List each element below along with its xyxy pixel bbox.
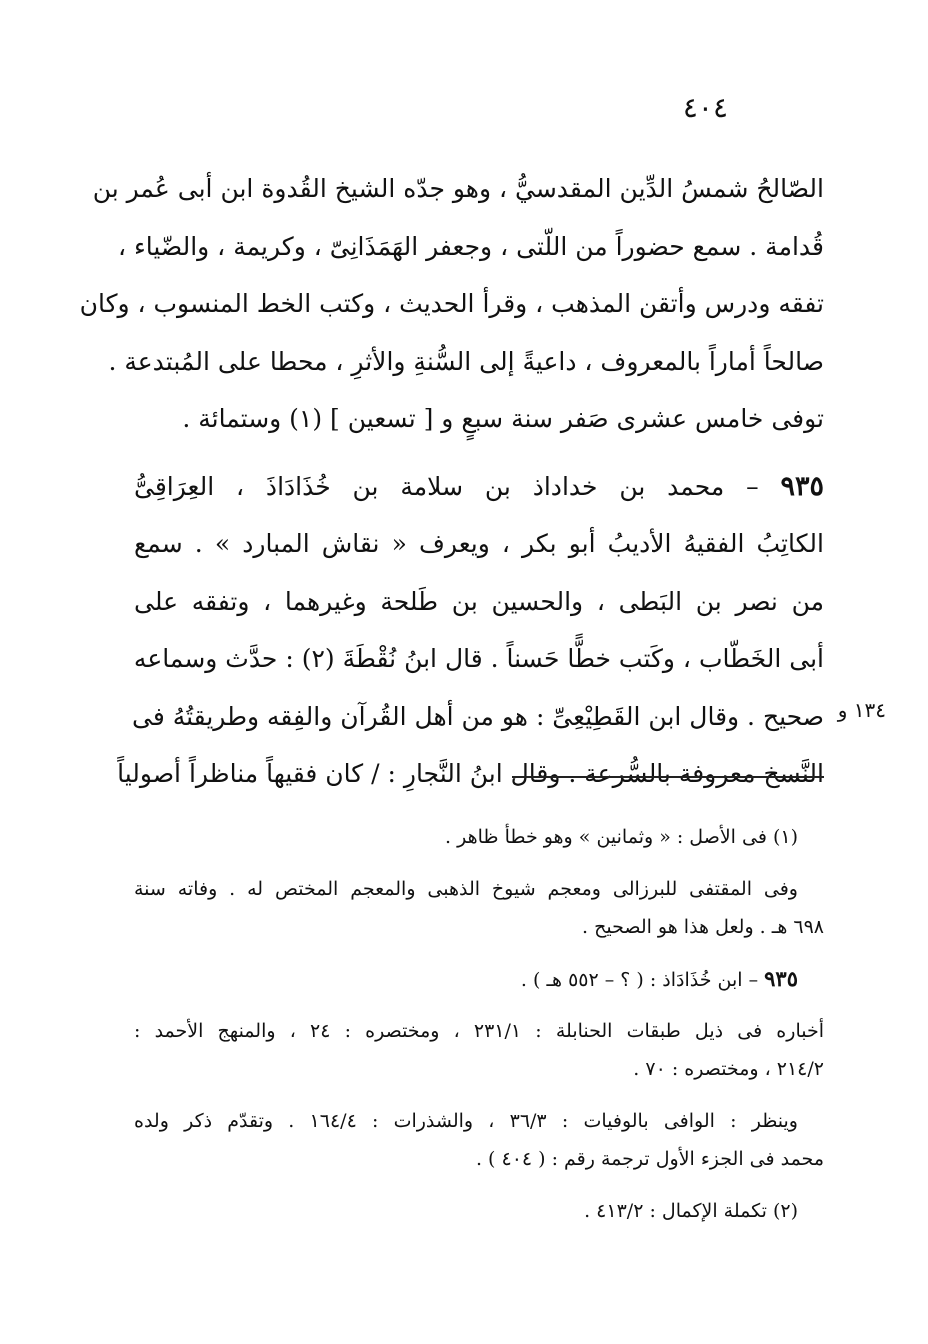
- text-line: النَّسخ معروفة بالسُّرعة . وقال ابنُ النَّجارِ : / كان فقيهاً مناظراً أصولياً: [117, 759, 824, 788]
- footnote-line: ٢١٤/٢ ، ومختصره : ٧٠ .: [633, 1058, 824, 1080]
- text-line: أبى الخَطّاب ، وكَتب خطًّا حَسناً . قال ابنُ نُقْطَةَ (٢) : حدَّث وسماعه: [133, 644, 824, 673]
- footnote-gap: [134, 998, 824, 1012]
- text-line: الصّالحُ شمسُ الدِّين المقدسيُّ ، وهو جدّه الشيخ القُدوة ابن أبى عُمر بن: [92, 174, 824, 203]
- text-line: توفى خامس عشرى صَفر سنة سبعٍ و [ تسعين ] (١) وستمائة .: [182, 404, 824, 433]
- entry-heading-text: – محمد بن خداداذ بن سلامة بن خُذَادَاذَ ، العِرَاقِىُّ: [134, 471, 781, 501]
- footnote-2: (٢) تكملة الإكمال : ٤١٣/٢ .: [584, 1200, 798, 1222]
- text-line: من نصر بن البَطى ، والحسين بن طَلحة وغيرهما ، وتفقه على: [134, 586, 824, 616]
- footnote-entry-text: – ابن خُذَادَاذ : ( ؟ – ٥٥٢ هـ ) .: [520, 969, 765, 991]
- main-text-block: [79, 160, 824, 803]
- footnote-line: وينظر : الوافى بالوفيات : ٣٦/٣ ، والشذرات : ١٦٤/٤ . وتقدّم ذكر ولده: [134, 1110, 798, 1132]
- footnote-gap: [134, 1088, 824, 1102]
- footnote-line: أخباره فى ذيل طبقات الحنابلة : ٢٣١/١ ، ومختصره : ٢٤ ، والمنهج الأحمد :: [134, 1020, 824, 1042]
- entry-heading-line: [134, 458, 824, 516]
- footnote-line: وفى المقتفى للبرزالى ومعجم شيوخ الذهبى والمعجم المختص له . وفاته سنة: [134, 878, 798, 900]
- footnote-gap: [134, 946, 824, 960]
- entry-number: ٩٣٥: [780, 470, 824, 502]
- footnote-gap: [134, 856, 824, 870]
- manuscript-folio-marker: ١٣٤ و: [837, 698, 886, 722]
- text-line: تفقه ودرس وأتقن المذهب ، وقرأ الحديث ، وكتب الخط المنسوب ، وكان: [79, 289, 824, 318]
- text-line: صحيح . وقال ابن القَطِيْعِىِّ : هو من أهل القُرآن والفِقه وطريقتُهُ فى: [131, 701, 824, 731]
- footnote-line: محمد فى الجزء الأول ترجمة رقم : ( ٤٠٤ ) .: [475, 1148, 824, 1170]
- page-number: ٤٠٤: [682, 91, 728, 124]
- footnote-gap: [134, 1178, 824, 1192]
- text-line: قُدامة . سمع حضوراً من اللّتى ، وجعفر الهَمَذَانِىّ ، وكريمة ، والضّياء ،: [117, 231, 824, 261]
- footnote-1: (١) فى الأصل : « وثمانين » وهو خطأ ظاهر .: [445, 826, 798, 848]
- footnote-entry-ref: [134, 960, 824, 998]
- footnote-line: ٦٩٨ هـ . ولعل هذا هو الصحيح .: [582, 916, 824, 938]
- footnote-entry-number: ٩٣٥: [764, 966, 798, 991]
- paragraph-gap: [134, 448, 824, 458]
- footnote-divider: [512, 776, 824, 778]
- text-line: الكاتِبُ الفقيهُ الأديبُ أبو بكر ، ويعرف « نقاش المبارد » . سمع: [134, 529, 824, 558]
- text-line: صالحاً أماراً بالمعروف ، داعيةً إلى السُّنةِ والأثرِ ، محطا على المُبتدعة .: [108, 346, 824, 376]
- footnotes-block: [134, 818, 824, 1230]
